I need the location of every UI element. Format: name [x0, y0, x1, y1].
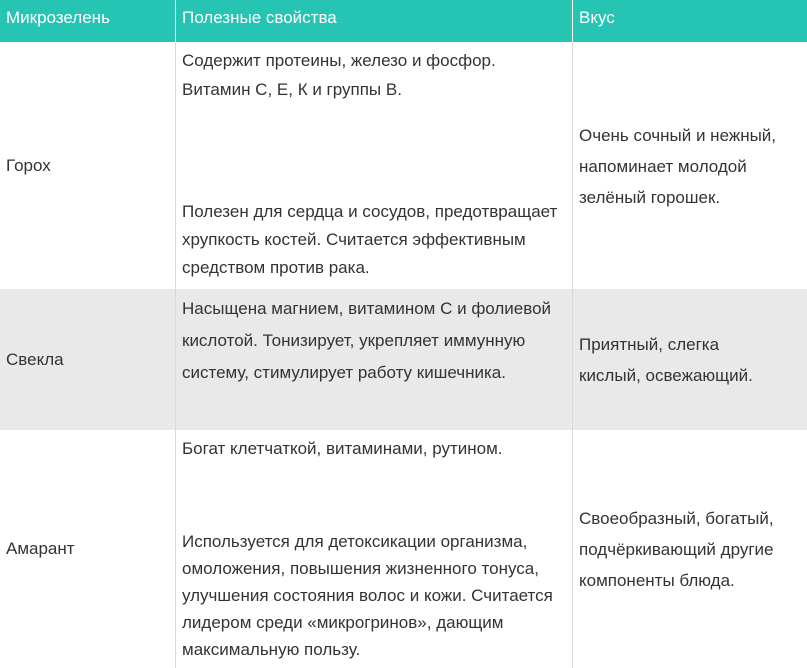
row-beet-taste — [572, 289, 807, 430]
row-beet-name — [0, 289, 175, 430]
row-amaranth-name — [0, 430, 175, 668]
row-beet-benefits — [175, 289, 572, 430]
cell-taste: Очень сочный и нежный, напоминает молодой зелёный горошек. — [579, 126, 777, 207]
cell-taste: Приятный, слегка кислый, освежающий. — [579, 334, 753, 385]
row-amaranth-taste — [572, 430, 807, 668]
cell-name: Амарант — [6, 539, 75, 558]
benefits-paragraph: Насыщена магнием, витамином С и фолиевой кислотой. Тонизирует, укрепляет иммунную систему, стимулирует работу кишечника. — [182, 299, 552, 382]
cell-name: Горох — [6, 155, 51, 175]
row-amaranth-benefits — [175, 430, 572, 668]
header-benefits: Полезные свойства — [175, 0, 572, 42]
header-taste: Вкус — [572, 0, 807, 42]
benefits-paragraph: Полезен для сердца и сосудов, предотвращает хрупкость костей. Считается эффективным средством против рака. — [182, 202, 558, 277]
row-pea-taste — [572, 42, 807, 289]
header-microgreen: Микрозелень — [0, 0, 175, 42]
row-pea-benefits — [175, 42, 572, 289]
cell-taste: Своеобразный, богатый, подчёркивающий другие компоненты блюда. — [579, 508, 774, 590]
benefits-paragraph: Содержит протеины, железо и фосфор. Витамин С, Е, К и группы В. — [182, 51, 496, 99]
row-pea-name — [0, 42, 175, 289]
benefits-paragraph: Используется для детоксикации организма, омоложения, повышения жизненного тонуса, улучшения состояния волос и кожи. Считается лидером среди «микрогринов», дающим максимальную пользу. — [182, 532, 553, 659]
benefits-paragraph: Богат клетчаткой, витаминами, рутином. — [182, 439, 503, 458]
cell-name: Свекла — [6, 349, 64, 369]
